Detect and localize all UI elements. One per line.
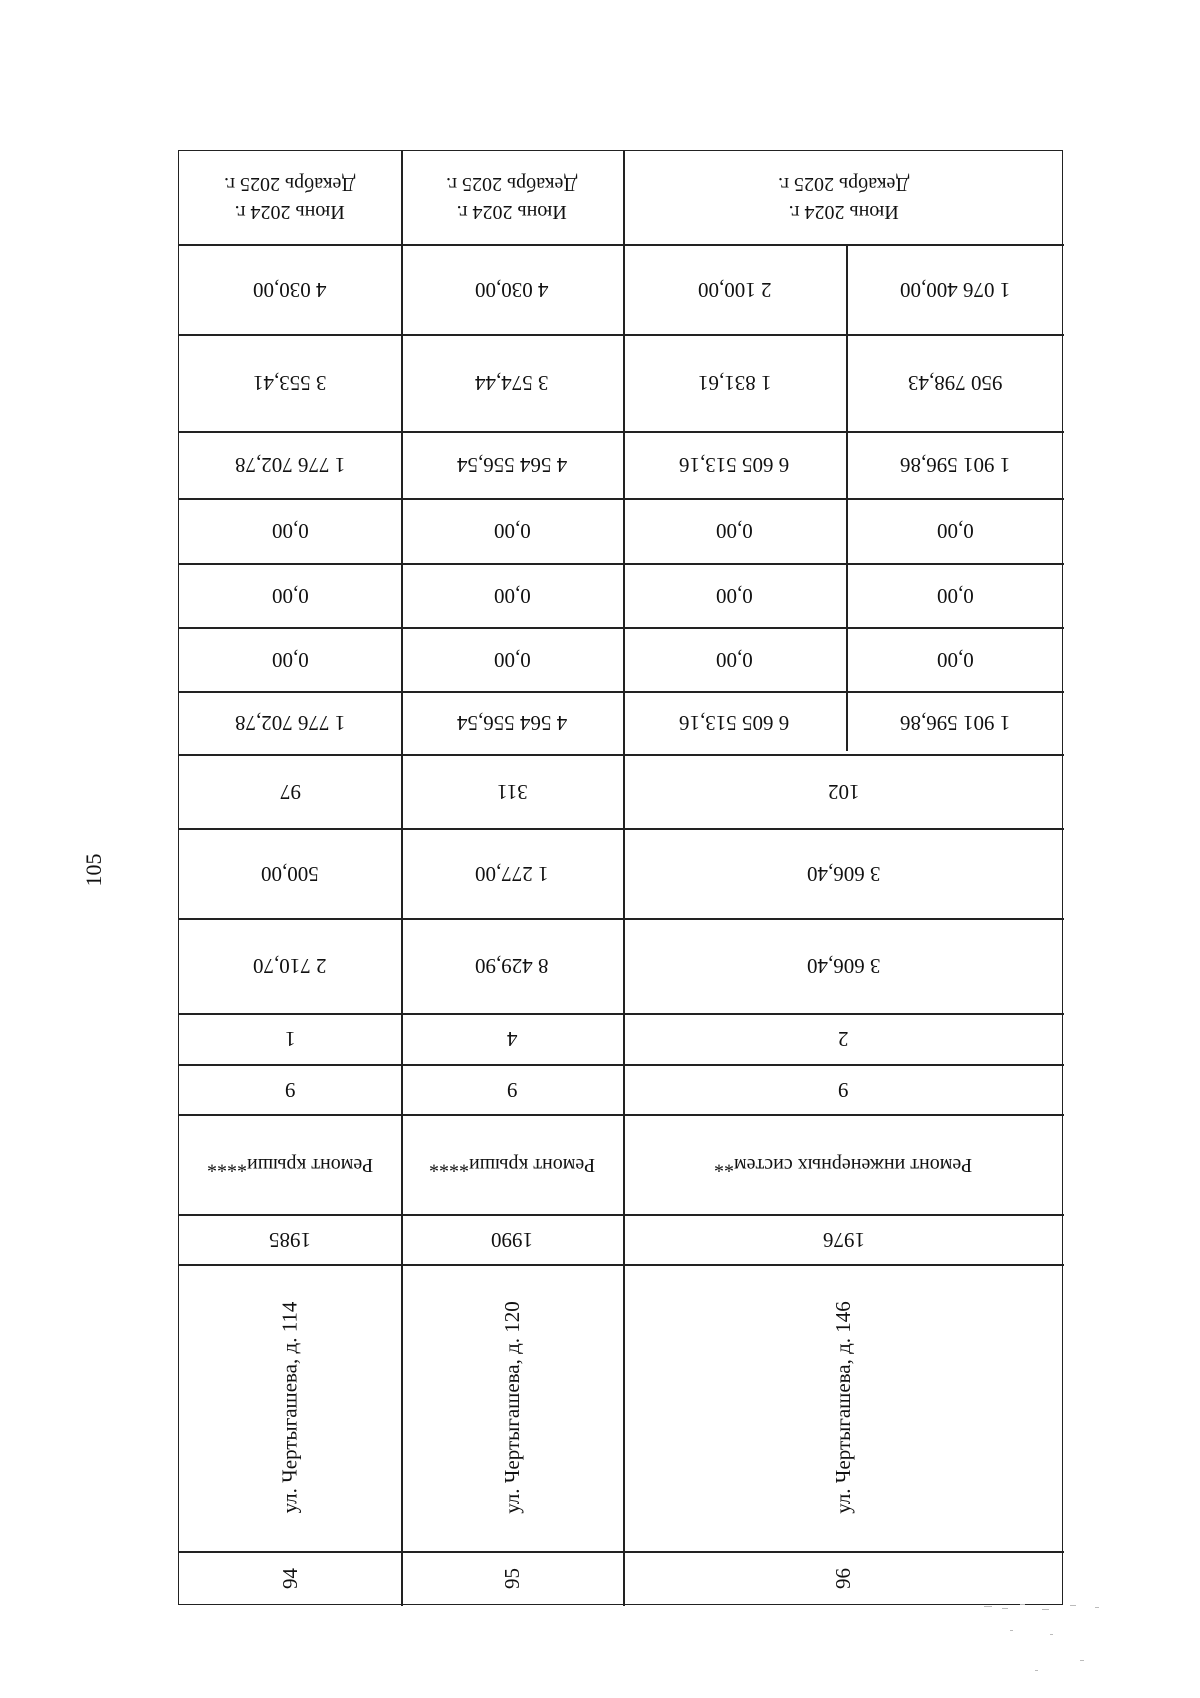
value-text: 4 564 556,54 xyxy=(456,453,568,477)
value-cell xyxy=(179,1013,401,1064)
value-text: 1 901 596,86 xyxy=(899,711,1011,735)
value-cell xyxy=(623,627,846,691)
value-text: 0,00 xyxy=(936,519,974,543)
value-cell xyxy=(401,498,623,563)
value-text: 8 429,90 xyxy=(475,954,549,978)
value-cell xyxy=(623,334,846,431)
value-text: 500,00 xyxy=(261,861,319,886)
value-text: 1 831,61 xyxy=(697,371,772,395)
value-text: 2 xyxy=(838,1027,849,1051)
value-text: 102 xyxy=(827,779,860,804)
value-cell xyxy=(179,627,401,691)
address-cell xyxy=(179,1264,401,1551)
value-text: 1 xyxy=(284,1027,296,1051)
year-cell xyxy=(179,1214,401,1264)
year-text: 1976 xyxy=(822,1227,865,1252)
value-text: 4 030,00 xyxy=(475,277,549,302)
value-cell xyxy=(401,918,623,1013)
address-cell xyxy=(401,1264,623,1551)
value-cell xyxy=(179,431,401,498)
value-cell xyxy=(846,563,1064,627)
value-cell xyxy=(401,244,623,334)
value-cell xyxy=(401,431,623,498)
value-text: 97 xyxy=(279,779,301,804)
value-text: 311 xyxy=(496,779,528,804)
period-start: Июнь 2024 г. xyxy=(456,200,568,223)
period-cell xyxy=(623,151,1064,244)
value-cell xyxy=(401,627,623,691)
period-start: Июнь 2024 г. xyxy=(788,200,899,223)
period-start: Июнь 2024 г. xyxy=(234,200,346,223)
value-text: 4 030,00 xyxy=(253,277,327,302)
row-number: 95 xyxy=(499,1568,524,1589)
value-cell xyxy=(179,334,401,431)
value-cell xyxy=(179,563,401,627)
value-cell xyxy=(179,244,401,334)
period-end: Декабрь 2025 г. xyxy=(777,172,910,195)
work-type-cell xyxy=(179,1114,401,1214)
value-cell xyxy=(179,498,401,563)
period-end: Декабрь 2025 г. xyxy=(446,172,578,195)
work-type-cell xyxy=(623,1114,1064,1214)
value-text: 0,00 xyxy=(271,583,309,608)
work-type: Ремонт крыши**** xyxy=(206,1153,374,1176)
year-text: 1985 xyxy=(269,1227,311,1252)
row-number-cell xyxy=(623,1551,1064,1606)
value-text: 0,00 xyxy=(936,647,974,672)
value-text: 4 564 556,54 xyxy=(456,711,568,735)
value-cell xyxy=(846,244,1064,334)
period-cell xyxy=(179,151,401,244)
address-text: ул. Чертыгашева, д. 146 xyxy=(830,1301,855,1514)
value-cell xyxy=(401,1064,623,1114)
value-cell xyxy=(846,691,1064,754)
value-cell xyxy=(846,334,1064,431)
value-text: 3 606,40 xyxy=(806,954,881,978)
row-number-cell xyxy=(179,1551,401,1606)
value-cell xyxy=(179,1064,401,1114)
value-cell xyxy=(623,563,846,627)
work-type: Ремонт крыши**** xyxy=(428,1153,596,1176)
row-number-cell xyxy=(401,1551,623,1606)
value-text: 3 553,41 xyxy=(253,371,327,395)
value-text: 3 606,40 xyxy=(806,861,881,886)
year-text: 1990 xyxy=(491,1227,533,1252)
value-text: 2 100,00 xyxy=(697,277,772,302)
value-cell xyxy=(623,1064,1064,1114)
value-text: 0,00 xyxy=(716,583,753,608)
row-number: 96 xyxy=(831,1568,855,1589)
value-text: 0,00 xyxy=(716,647,753,672)
value-cell xyxy=(623,1013,1064,1064)
value-text: 0,00 xyxy=(493,647,531,672)
value-text: 0,00 xyxy=(716,519,753,543)
year-cell xyxy=(401,1214,623,1264)
address-cell xyxy=(623,1264,1064,1551)
value-text: 0,00 xyxy=(936,583,974,608)
value-cell xyxy=(623,918,1064,1013)
value-cell xyxy=(401,334,623,431)
value-cell xyxy=(401,691,623,754)
value-cell xyxy=(623,691,846,754)
year-cell xyxy=(623,1214,1064,1264)
value-text: 1 776 702,78 xyxy=(234,711,346,735)
value-cell xyxy=(401,754,623,828)
value-text: 4 xyxy=(506,1027,518,1051)
value-cell xyxy=(179,918,401,1013)
value-cell xyxy=(846,627,1064,691)
period-cell xyxy=(401,151,623,244)
value-text: 3 574,44 xyxy=(475,371,549,395)
value-cell xyxy=(401,563,623,627)
value-text: 6 605 513,16 xyxy=(679,711,790,735)
value-text: 6 605 513,16 xyxy=(679,453,790,477)
page-number: 105 xyxy=(81,853,106,887)
value-cell xyxy=(179,828,401,918)
value-cell xyxy=(401,828,623,918)
value-text: 1 076 400,00 xyxy=(899,277,1011,302)
value-text: 0,00 xyxy=(493,519,531,543)
value-cell xyxy=(401,1013,623,1064)
value-text: 1 776 702,78 xyxy=(234,453,346,477)
value-text: 9 xyxy=(506,1077,518,1102)
value-text: 0,00 xyxy=(493,583,531,608)
value-cell xyxy=(846,431,1064,498)
value-text: 1 901 596,86 xyxy=(899,453,1011,477)
value-cell xyxy=(179,691,401,754)
scan-noise-decoration xyxy=(980,1600,1130,1680)
period-end: Декабрь 2025 г. xyxy=(224,172,356,195)
value-cell xyxy=(623,431,846,498)
value-text: 950 798,43 xyxy=(907,371,1003,395)
work-type: Ремонт инженерных систем** xyxy=(714,1153,973,1176)
value-text: 0,00 xyxy=(271,647,309,672)
row-number: 94 xyxy=(277,1568,302,1589)
address-text: ул. Чертыгашева, д. 120 xyxy=(499,1301,524,1514)
value-text: 1 277,00 xyxy=(475,861,549,886)
value-text: 9 xyxy=(838,1077,849,1102)
value-text: 0,00 xyxy=(271,519,309,543)
value-cell xyxy=(623,754,1064,828)
data-table xyxy=(178,150,1063,1605)
value-cell xyxy=(623,498,846,563)
value-cell xyxy=(623,828,1064,918)
work-type-cell xyxy=(401,1114,623,1214)
value-cell xyxy=(846,498,1064,563)
value-cell xyxy=(179,754,401,828)
address-text: ул. Чертыгашева, д. 114 xyxy=(277,1301,302,1514)
value-text: 2 710,70 xyxy=(253,954,327,978)
value-cell xyxy=(623,244,846,334)
value-text: 9 xyxy=(284,1077,296,1102)
